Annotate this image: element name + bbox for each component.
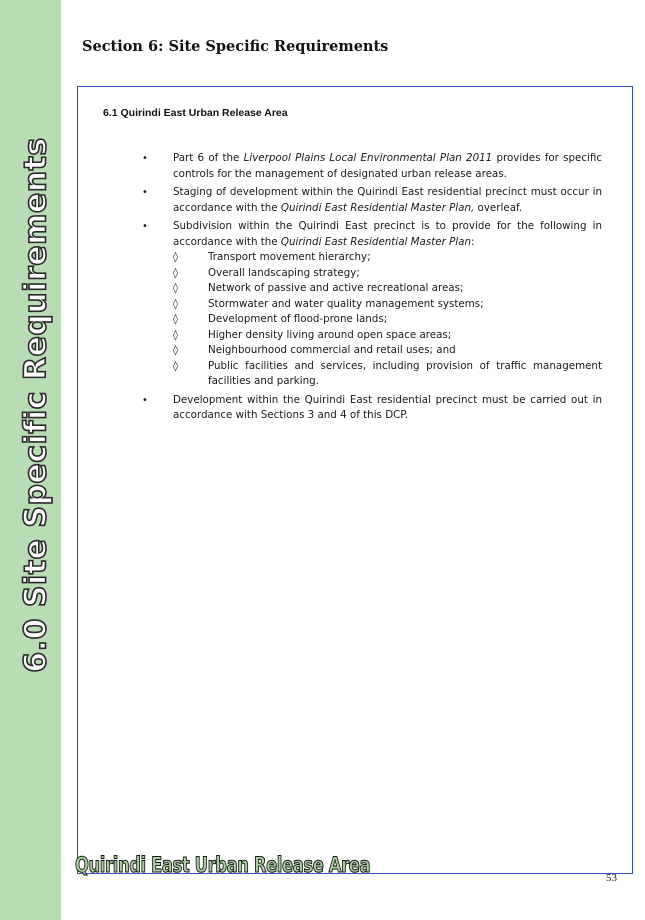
subsection-heading: 6.1 Quirindi East Urban Release Area (103, 107, 288, 119)
bullet-icon: • (142, 394, 148, 406)
diamond-icon: ◊ (173, 267, 178, 279)
sidebar (0, 0, 61, 920)
list-item (78, 219, 634, 390)
diamond-icon: ◊ (173, 298, 178, 310)
sub-item-text: Neighbourhood commercial and retail uses; and (208, 344, 456, 356)
bullet-text: Staging of development within the Quirindi East residential precinct must occur in accordance with the (173, 186, 602, 214)
list-item (78, 151, 634, 182)
sub-list-item (173, 343, 602, 359)
sub-list-item (173, 281, 602, 297)
sub-list-item (173, 359, 602, 390)
bullet-emphasis: Quirindi East Residential Master Plan (280, 235, 471, 248)
sub-list-item (173, 312, 602, 328)
bullet-text: Development within the Quirindi East residential precinct must be carried out in accordance with Sections 3 and 4 of this DCP. (173, 393, 602, 421)
sidebar-section-label: 6.0 Site Specific Requirements (18, 137, 54, 673)
sub-list (173, 250, 602, 390)
diamond-icon: ◊ (173, 329, 178, 341)
content-box (77, 86, 633, 874)
sub-list-item (173, 328, 602, 344)
page-number: 53 (606, 872, 617, 884)
sub-list-item (173, 250, 602, 266)
page-title: Section 6: Site Specific Requirements (82, 38, 389, 55)
diamond-icon: ◊ (173, 360, 178, 372)
requirements-list (78, 151, 634, 427)
bullet-text: : (471, 235, 475, 248)
bullet-icon: • (142, 221, 148, 232)
sub-item-text: Development of flood-prone lands; (208, 313, 388, 325)
sub-list-item (173, 297, 602, 313)
diamond-icon: ◊ (173, 345, 178, 356)
bullet-emphasis: Liverpool Plains Local Environmental Plan 2011 (243, 152, 493, 164)
sub-item-text: Public facilities and services, including provision of traffic management facilities and parking. (208, 359, 602, 387)
footer-title: Quirindi East Urban Release Area (75, 853, 371, 877)
bullet-text: Part 6 of the (173, 152, 244, 164)
sub-item-text: Transport movement hierarchy; (208, 251, 371, 263)
sub-item-text: Overall landscaping strategy; (208, 266, 360, 279)
list-item (78, 185, 634, 216)
sub-item-text: Network of passive and active recreational areas; (208, 282, 464, 294)
list-item (78, 393, 634, 424)
sub-list-item (173, 266, 602, 282)
sub-item-text: Stormwater and water quality management systems; (208, 297, 484, 310)
diamond-icon: ◊ (173, 314, 178, 325)
bullet-icon: • (142, 187, 148, 198)
bullet-text: Subdivision within the Quirindi East precinct is to provide for the following in accordance with the (173, 220, 602, 248)
diamond-icon: ◊ (173, 283, 178, 294)
bullet-icon: • (142, 153, 148, 164)
bullet-emphasis: Quirindi East Residential Master Plan, (280, 201, 475, 214)
bullet-text: overleaf. (474, 201, 523, 214)
diamond-icon: ◊ (173, 252, 178, 263)
bullet-text: provides for specific controls for the management of designated urban release areas. (173, 152, 602, 180)
sub-item-text: Higher density living around open space areas; (208, 328, 452, 341)
